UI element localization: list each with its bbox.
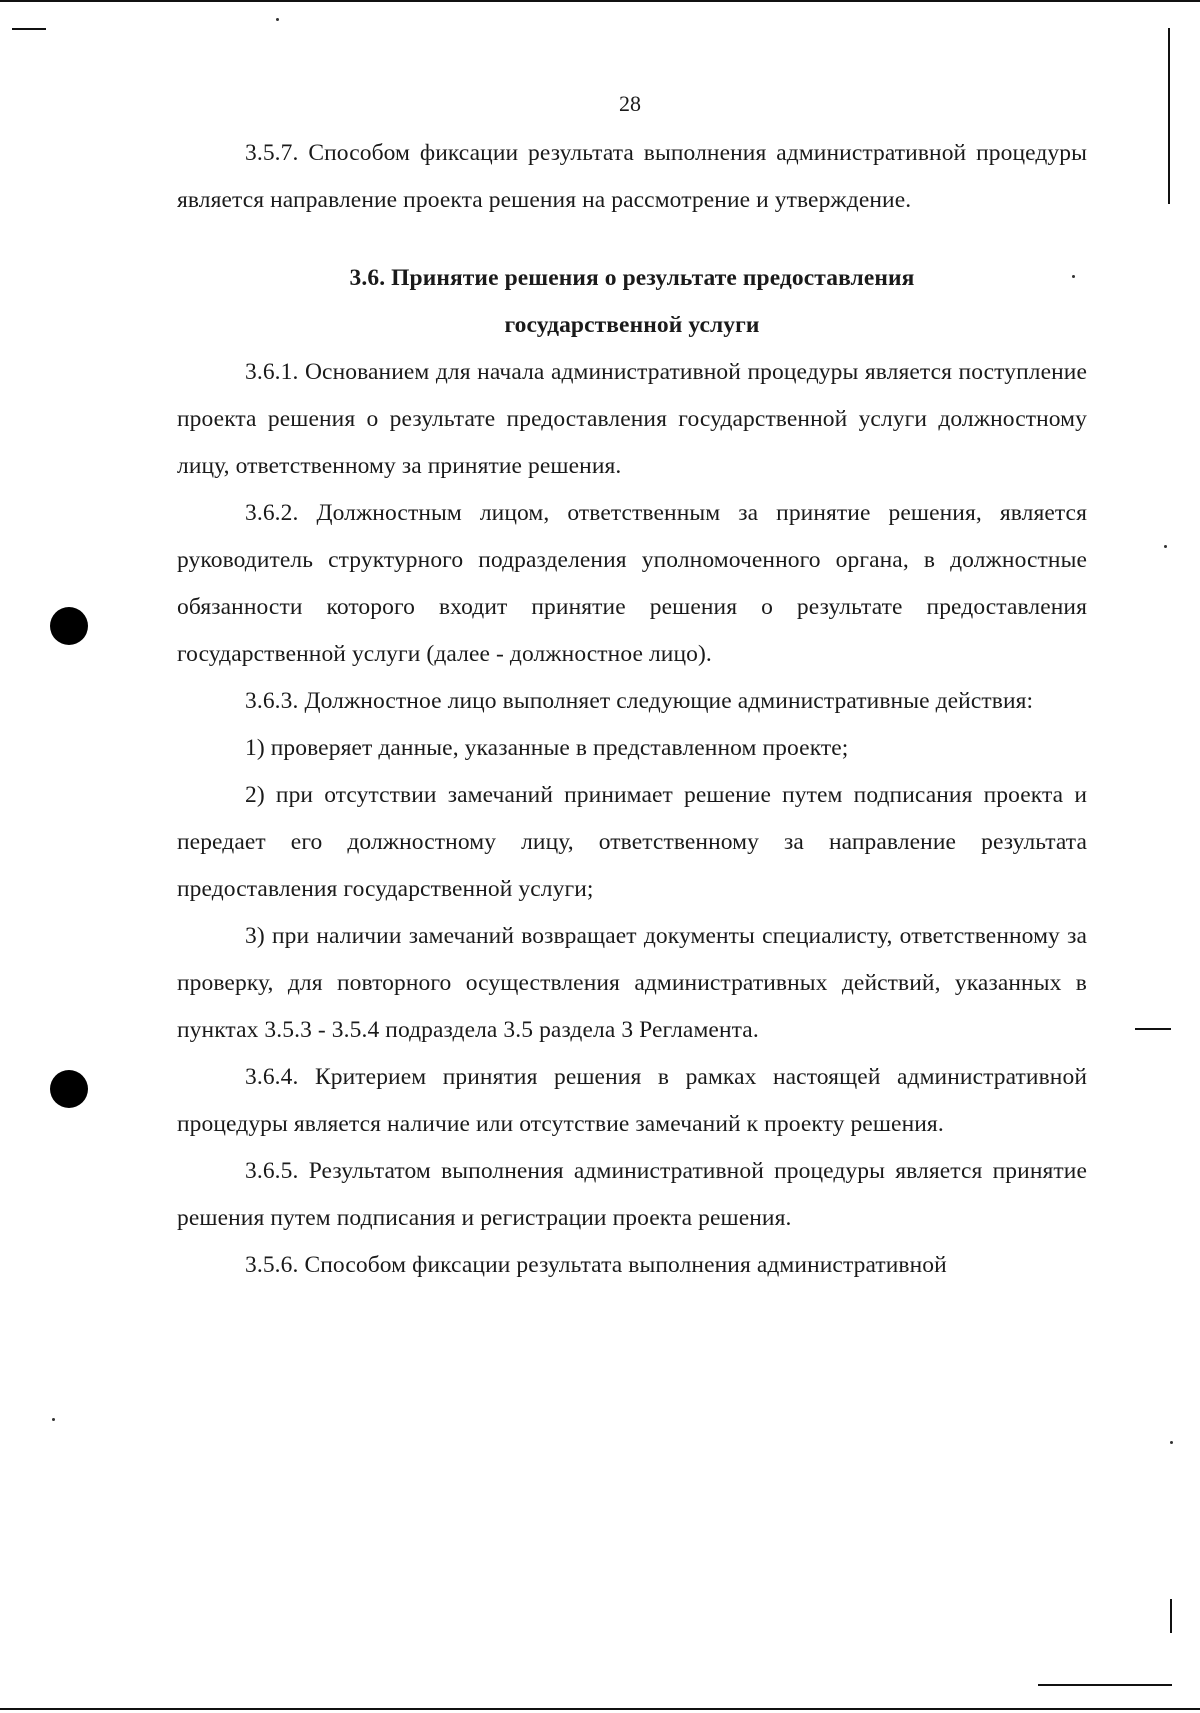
page-number: 28 [619,91,641,116]
paragraph-3-6-4: 3.6.4. Критерием принятия решения в рамках настоящей административной процедуры является наличие или отсутствие замечаний к проекту решения. [177,1064,1087,1137]
binder-hole-upper [50,607,88,645]
paragraph-3-6-3: 3.6.3. Должностное лицо выполняет следующие административные действия: [245,688,1034,714]
section-heading-line-1: 3.6. Принятие решения о результате предоставления [349,265,915,291]
list-item-1: 1) проверяет данные, указанные в представленном проекте; [245,735,849,761]
paragraph-3-6-1: 3.6.1. Основанием для начала административной процедуры является поступление проекта решения о результате предоставления государственной услуги должностному лицу, ответственному за принятие решения. [177,359,1087,479]
paragraph-3-5-6: 3.5.6. Способом фиксации результата выполнения административной [245,1252,947,1278]
scan-right-tick [1135,1028,1171,1030]
list-item-2: 2) при отсутствии замечаний принимает решение путем подписания проекта и передает его должностному лицу, ответственному за направление результата предоставления государственной услуги; [177,782,1087,902]
paragraph-3-6-5: 3.6.5. Результатом выполнения административной процедуры является принятие решения путем подписания и регистрации проекта решения. [177,1158,1087,1231]
speck [1164,545,1167,548]
scan-left-dash [12,28,46,30]
scan-top-edge-line [0,0,1200,2]
scan-bottom-right-bar [1170,1599,1172,1633]
scan-bottom-right-line [1038,1684,1172,1686]
paragraph-3-6-2: 3.6.2. Должностным лицом, ответственным за принятие решения, является руководитель структурного подразделения уполномоченного органа, в должностные обязанности которого входит принятие решения о результате предоставления государственной услуги (далее - должностное лицо). [177,500,1087,667]
speck [52,1418,55,1421]
document-body [177,130,1087,1289]
speck [1170,1441,1173,1444]
section-heading-line-2: государственной услуги [504,312,760,338]
section-heading-3-6 [177,255,1087,349]
speck [276,18,279,21]
binder-hole-lower [50,1070,88,1108]
list-item-3: 3) при наличии замечаний возвращает документы специалисту, ответственному за проверку, для повторного осуществления административных действий, указанных в пунктах 3.5.3 - 3.5.4 подраздела 3.5 раздела 3 Регламента. [177,923,1087,1043]
scan-bottom-edge-line [0,1708,1200,1710]
paragraph-3-5-7: 3.5.7. Способом фиксации результата выполнения административной процедуры является направление проекта решения на рассмотрение и утверждение. [177,140,1087,213]
